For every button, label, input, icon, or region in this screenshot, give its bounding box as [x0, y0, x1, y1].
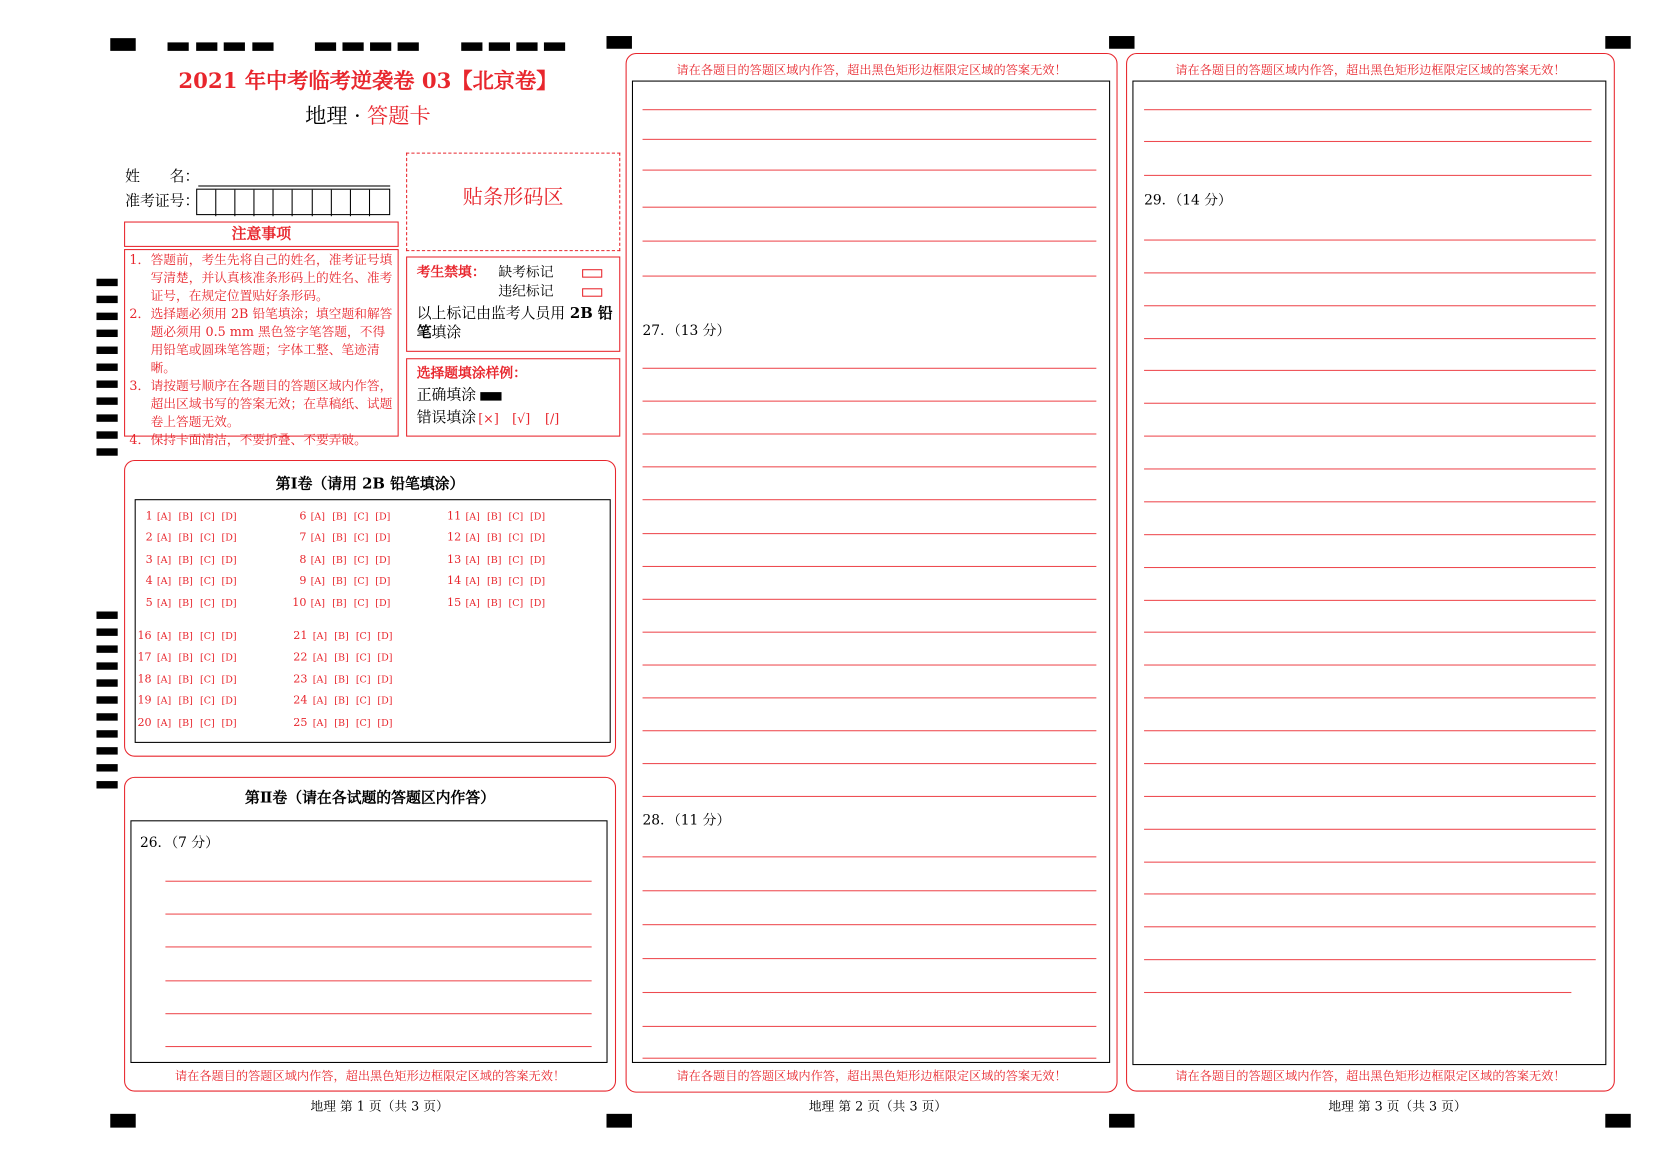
- correct-fill-label: 正确填涂: [416, 386, 477, 404]
- choice-option-d[interactable]: [D]: [375, 576, 391, 588]
- answer-area-26[interactable]: [130, 820, 607, 1063]
- question-number: 5: [145, 596, 153, 610]
- answer-line: [643, 890, 1097, 891]
- timing-mark: [544, 42, 565, 50]
- choice-option-d[interactable]: [D]: [377, 631, 393, 643]
- question-number: 6: [299, 509, 307, 523]
- notice-item: [129, 377, 397, 431]
- question-number: 13: [447, 553, 462, 566]
- answer-line: [643, 499, 1097, 500]
- choice-option-a[interactable]: [A]: [465, 555, 480, 566]
- choice-option-d[interactable]: [D]: [221, 631, 237, 643]
- question-number: 10: [292, 596, 307, 610]
- part2-title: 第Ⅱ卷（请在各试题的答题区内作答）: [245, 789, 496, 807]
- timing-mark: [96, 764, 117, 771]
- choice-option-b[interactable]: [B]: [178, 631, 193, 643]
- proctor-note-bold: 2B 铅笔: [416, 305, 613, 342]
- choice-option-c[interactable]: [C]: [508, 533, 524, 544]
- id-digit-box[interactable]: [216, 190, 235, 216]
- question-number: 19: [137, 694, 152, 707]
- choice-option-c[interactable]: [C]: [199, 718, 215, 730]
- choice-option-b[interactable]: [B]: [486, 576, 502, 588]
- timing-mark: [96, 296, 117, 303]
- proctor-box: [406, 256, 620, 351]
- notice-item-text: 保持卡面清洁，不要折叠、不要弄破。: [150, 432, 367, 448]
- notice-box: [124, 249, 399, 448]
- timing-mark: [516, 42, 537, 50]
- page1-footer: 地理 第 1 页（共 3 页）: [310, 1099, 449, 1114]
- choice-option-c[interactable]: [C]: [199, 675, 215, 686]
- choice-option-c[interactable]: [C]: [508, 576, 524, 588]
- timing-mark: [96, 431, 117, 438]
- id-digit-box[interactable]: [351, 190, 370, 216]
- choice-option-a[interactable]: [A]: [465, 533, 480, 544]
- timing-mark: [96, 696, 117, 703]
- choice-option-d[interactable]: [D]: [221, 598, 237, 610]
- choice-option-a[interactable]: [A]: [312, 718, 328, 730]
- answer-line: [1144, 697, 1596, 698]
- timing-mark: [96, 330, 117, 337]
- timing-mark: [370, 42, 391, 50]
- choice-option-a[interactable]: [A]: [312, 631, 328, 643]
- choice-option-d[interactable]: [D]: [377, 652, 393, 664]
- choice-option-d[interactable]: [D]: [375, 598, 391, 610]
- timing-mark: [1605, 36, 1630, 49]
- choice-option-d[interactable]: [D]: [221, 696, 237, 707]
- timing-mark: [96, 645, 117, 652]
- question-number: 3: [145, 553, 153, 566]
- choice-option-c[interactable]: [C]: [355, 675, 371, 686]
- question-number: 20: [137, 716, 152, 730]
- sheet-title: 2021 年中考临考逆袭卷 03【北京卷】: [178, 67, 558, 94]
- choice-option-d[interactable]: [D]: [377, 718, 393, 730]
- barcode-area-label: 贴条形码区: [462, 185, 564, 209]
- answer-line: [1144, 338, 1596, 339]
- choice-option-c[interactable]: [C]: [199, 511, 215, 523]
- answer-line: [643, 796, 1097, 797]
- answer-line: [1144, 893, 1596, 894]
- answer-line: [165, 1046, 591, 1047]
- choice-option-a[interactable]: [A]: [156, 598, 172, 610]
- correct-fill-mark: [480, 392, 501, 400]
- timing-mark: [96, 313, 117, 320]
- timing-mark: [96, 397, 117, 404]
- answer-line: [1144, 175, 1591, 176]
- notice-item: [129, 251, 397, 305]
- wrong-fill-check: [√]: [512, 411, 531, 427]
- choice-option-b[interactable]: [B]: [334, 675, 349, 686]
- fill-sample-title: 选择题填涂样例：: [416, 365, 527, 382]
- answer-line: [1144, 240, 1596, 241]
- choice-option-c[interactable]: [C]: [199, 533, 215, 544]
- choice-option-b[interactable]: [B]: [332, 533, 347, 544]
- wrong-fill-slash: [/]: [544, 411, 560, 427]
- timing-mark: [1109, 36, 1134, 49]
- notice-item-number: 4．: [129, 432, 151, 448]
- answer-line: [1144, 796, 1596, 797]
- answer-line: [643, 109, 1097, 110]
- choice-option-b[interactable]: [B]: [178, 576, 193, 588]
- question-number: 16: [137, 629, 152, 643]
- notice-item-number: 3．: [129, 378, 151, 394]
- barcode-area: [406, 153, 620, 252]
- answer-line: [643, 1058, 1097, 1059]
- notice-item-text: 答题前，考生先将自己的姓名，准考证号填写清楚，并认真核准条形码上的姓名、准考证号，在规定位置贴好条形码。: [150, 252, 393, 304]
- question-number: 25: [293, 716, 308, 730]
- fill-sample-box: [406, 358, 620, 436]
- choice-option-c[interactable]: [C]: [199, 652, 215, 664]
- choice-option-d[interactable]: [D]: [377, 675, 393, 686]
- answer-line: [1144, 501, 1596, 502]
- question-number: 11: [447, 509, 462, 523]
- id-digit-box[interactable]: [332, 190, 351, 216]
- answer-line: [1144, 305, 1596, 306]
- choice-option-b[interactable]: [B]: [178, 511, 193, 523]
- sheet-subtitle: [124, 103, 612, 128]
- answer-line: [643, 466, 1097, 467]
- choice-option-d[interactable]: [D]: [375, 533, 391, 544]
- name-label: 姓 名：: [125, 168, 200, 186]
- choice-option-c[interactable]: [C]: [355, 631, 371, 643]
- wrong-fill-label: 错误填涂: [416, 409, 477, 427]
- answer-line: [165, 980, 591, 981]
- answer-line: [643, 730, 1097, 731]
- page3-top-warning: 请在各题目的答题区域内作答，超出黑色矩形边框限定区域的答案无效！: [1175, 62, 1566, 78]
- choice-option-d[interactable]: [D]: [530, 576, 546, 588]
- timing-mark: [1605, 1114, 1630, 1128]
- choice-option-a[interactable]: [A]: [465, 598, 480, 610]
- answer-line: [643, 958, 1097, 959]
- answer-line: [1144, 763, 1596, 764]
- choice-option-d[interactable]: [D]: [377, 696, 393, 707]
- choice-option-a[interactable]: [A]: [156, 718, 172, 730]
- answer-line: [1144, 141, 1591, 142]
- timing-mark: [96, 448, 117, 455]
- page3-footer: 地理 第 3 页（共 3 页）: [1328, 1099, 1467, 1114]
- notice-item: [129, 305, 397, 377]
- choice-option-a[interactable]: [A]: [310, 533, 326, 544]
- question-number: 17: [137, 650, 152, 664]
- answer-line: [1144, 632, 1596, 633]
- choice-option-a[interactable]: [A]: [156, 533, 172, 544]
- choice-option-a[interactable]: [A]: [465, 576, 480, 588]
- page2-footer: 地理 第 2 页（共 3 页）: [808, 1099, 948, 1114]
- question-number: 22: [293, 650, 308, 664]
- answer-line: [643, 632, 1097, 633]
- answer-line: [1144, 468, 1596, 469]
- timing-mark: [110, 1114, 135, 1128]
- answer-line: [643, 207, 1097, 208]
- timing-mark: [1109, 1114, 1134, 1128]
- answer-line: [643, 992, 1097, 993]
- timing-mark: [196, 42, 217, 50]
- answer-line: [1144, 926, 1596, 927]
- question-number: 9: [299, 574, 307, 588]
- title-separator: ·: [353, 102, 361, 129]
- page1-bottom-warning: 请在各题目的答题区域内作答，超出黑色矩形边框限定区域的答案无效！: [174, 1068, 566, 1084]
- choice-option-b[interactable]: [B]: [334, 652, 349, 664]
- answer-line: [1144, 829, 1596, 830]
- answer-line: [643, 276, 1097, 277]
- timing-mark: [96, 612, 117, 619]
- notice-item-text: 请按题号顺序在各题目的答题区域内作答，超出区域书写的答案无效；在草稿纸、试题卷上答题无效。: [150, 378, 393, 430]
- answer-line: [1144, 600, 1596, 601]
- subject-name: 地理: [305, 102, 348, 129]
- timing-mark: [96, 713, 117, 720]
- answer-line: [1144, 534, 1596, 535]
- choice-option-c[interactable]: [C]: [508, 555, 524, 566]
- absent-mark-box[interactable]: [582, 269, 602, 277]
- proctor-note-suffix: 填涂: [431, 324, 462, 342]
- timing-mark: [96, 781, 117, 788]
- question-number: 4: [145, 574, 153, 588]
- choice-option-b[interactable]: [B]: [178, 652, 193, 664]
- question-28-label: 28．（11 分）: [642, 812, 731, 829]
- choice-option-c[interactable]: [C]: [355, 652, 371, 664]
- notice-item-text: 选择题必须用 2B 铅笔填涂；填空题和解答题必须用 0.5 mm 黑色签字笔答题，不得用铅笔或圆珠笔答题；字体工整、笔迹清晰。: [150, 306, 393, 376]
- timing-mark: [168, 42, 189, 50]
- choice-option-c[interactable]: [C]: [199, 696, 215, 707]
- answer-line: [165, 881, 591, 882]
- timing-mark: [96, 347, 117, 354]
- choice-option-d[interactable]: [D]: [375, 555, 391, 566]
- answer-line: [1144, 109, 1591, 110]
- id-digit-box[interactable]: [312, 190, 331, 216]
- answer-line: [1144, 664, 1596, 665]
- choice-option-d[interactable]: [D]: [221, 533, 237, 544]
- choice-option-c[interactable]: [C]: [199, 598, 215, 610]
- question-number: 21: [293, 629, 308, 643]
- choice-option-c[interactable]: [C]: [199, 576, 215, 588]
- answer-line: [643, 599, 1097, 600]
- page2-bottom-warning: 请在各题目的答题区域内作答，超出黑色矩形边框限定区域的答案无效！: [676, 1068, 1067, 1084]
- question-number: 8: [299, 553, 307, 566]
- choice-option-c[interactable]: [C]: [353, 576, 369, 588]
- choice-option-b[interactable]: [B]: [486, 555, 502, 566]
- answer-line: [643, 170, 1097, 171]
- choice-option-d[interactable]: [D]: [375, 511, 391, 523]
- timing-mark: [96, 628, 117, 635]
- answer-line: [643, 856, 1097, 857]
- answer-area-page3[interactable]: [1132, 81, 1606, 1066]
- answer-line: [643, 533, 1097, 534]
- notice-item-number: 1．: [129, 252, 151, 268]
- answer-line: [1144, 436, 1596, 437]
- timing-mark: [489, 42, 510, 50]
- timing-mark: [606, 36, 631, 49]
- timing-mark: [398, 42, 419, 50]
- choice-option-a[interactable]: [A]: [156, 576, 172, 588]
- answer-line: [1144, 370, 1596, 371]
- violation-mark-box[interactable]: [582, 288, 602, 296]
- choice-option-d[interactable]: [D]: [530, 511, 546, 523]
- timing-mark: [96, 747, 117, 754]
- answer-line: [643, 664, 1097, 665]
- timing-mark: [96, 679, 117, 686]
- id-number-boxes: [196, 189, 390, 215]
- timing-mark: [96, 380, 117, 387]
- choice-option-a[interactable]: [A]: [310, 576, 326, 588]
- id-digit-box[interactable]: [236, 190, 255, 216]
- id-digit-box[interactable]: [293, 190, 312, 216]
- answer-line: [1144, 730, 1596, 731]
- timing-mark: [342, 42, 363, 50]
- choice-option-d[interactable]: [D]: [221, 718, 237, 730]
- choice-option-c[interactable]: [C]: [353, 511, 369, 523]
- proctor-note: [417, 304, 614, 342]
- choice-option-a[interactable]: [A]: [310, 511, 326, 523]
- choice-option-d[interactable]: [D]: [221, 511, 237, 523]
- absent-mark-label: 缺考标记: [498, 264, 554, 281]
- id-digit-box[interactable]: [274, 190, 293, 216]
- answer-line: [643, 241, 1097, 242]
- answer-line: [643, 763, 1097, 764]
- answer-line: [165, 946, 591, 947]
- timing-mark: [96, 662, 117, 669]
- id-digit-box[interactable]: [370, 190, 389, 216]
- choice-option-c[interactable]: [C]: [353, 598, 369, 610]
- id-label: 准考证号：: [125, 192, 200, 210]
- wrong-fill-cross: [×]: [478, 411, 499, 427]
- choice-option-b[interactable]: [B]: [178, 718, 193, 730]
- choice-option-b[interactable]: [B]: [332, 555, 347, 566]
- timing-mark: [252, 42, 273, 50]
- part1-title: 第Ⅰ卷（请用 2B 铅笔填涂）: [275, 475, 465, 493]
- choice-option-d[interactable]: [D]: [221, 652, 237, 664]
- answer-line: [1144, 959, 1596, 960]
- answer-line: [1144, 567, 1596, 568]
- choice-option-a[interactable]: [A]: [312, 696, 328, 707]
- choice-option-b[interactable]: [B]: [178, 598, 193, 610]
- answer-line: [643, 566, 1097, 567]
- choice-option-b[interactable]: [B]: [332, 576, 347, 588]
- answer-line: [643, 401, 1097, 402]
- id-digit-box[interactable]: [197, 190, 216, 216]
- timing-mark: [96, 279, 117, 286]
- proctor-note-prefix: 以上标记由监考人员用: [416, 305, 570, 323]
- choice-option-a[interactable]: [A]: [156, 555, 172, 566]
- proctor-title: 考生禁填：: [416, 264, 486, 281]
- choice-option-d[interactable]: [D]: [530, 598, 546, 610]
- timing-mark: [224, 42, 245, 50]
- choice-option-c[interactable]: [C]: [355, 718, 371, 730]
- choice-option-a[interactable]: [A]: [156, 696, 172, 707]
- answer-line: [643, 697, 1097, 698]
- question-number: 14: [447, 574, 462, 588]
- question-number: 12: [447, 530, 462, 544]
- answer-line: [643, 1026, 1097, 1027]
- timing-mark: [110, 38, 135, 51]
- question-26-label: 26．（7 分）: [139, 835, 219, 852]
- page2-top-warning: 请在各题目的答题区域内作答，超出黑色矩形边框限定区域的答案无效！: [676, 62, 1067, 78]
- choice-option-a[interactable]: [A]: [465, 511, 480, 523]
- choice-option-c[interactable]: [C]: [508, 598, 524, 610]
- notice-title: 注意事项: [124, 221, 399, 246]
- timing-mark: [96, 730, 117, 737]
- answer-line: [1144, 403, 1596, 404]
- choice-option-a[interactable]: [A]: [156, 631, 172, 643]
- choice-option-b[interactable]: [B]: [332, 511, 347, 523]
- choice-option-a[interactable]: [A]: [310, 555, 326, 566]
- choice-option-b[interactable]: [B]: [486, 598, 502, 610]
- choice-option-d[interactable]: [D]: [221, 555, 237, 566]
- answer-line: [643, 924, 1097, 925]
- answer-line: [165, 914, 591, 915]
- answer-line: [643, 139, 1097, 140]
- choice-option-c[interactable]: [C]: [353, 555, 369, 566]
- name-field[interactable]: [198, 170, 390, 187]
- choice-option-a[interactable]: [A]: [312, 675, 328, 686]
- question-number: 7: [299, 530, 307, 544]
- timing-mark: [461, 42, 482, 50]
- question-number: 24: [293, 694, 308, 707]
- choice-option-b[interactable]: [B]: [486, 511, 502, 523]
- choice-option-b[interactable]: [B]: [334, 696, 349, 707]
- page3-bottom-warning: 请在各题目的答题区域内作答，超出黑色矩形边框限定区域的答案无效！: [1175, 1068, 1566, 1084]
- choice-option-c[interactable]: [C]: [353, 533, 369, 544]
- choice-option-b[interactable]: [B]: [178, 533, 193, 544]
- choice-option-b[interactable]: [B]: [334, 631, 349, 643]
- choice-option-a[interactable]: [A]: [310, 598, 326, 610]
- answer-line: [1144, 862, 1596, 863]
- question-number: 2: [145, 530, 153, 544]
- question-29-label: 29．（14 分）: [1144, 192, 1232, 209]
- card-label: 答题卡: [367, 102, 431, 129]
- question-number: 18: [137, 672, 152, 686]
- timing-mark: [96, 364, 117, 371]
- question-number: 23: [293, 672, 308, 686]
- choice-option-b[interactable]: [B]: [332, 598, 347, 610]
- choice-option-b[interactable]: [B]: [486, 533, 502, 544]
- choice-option-c[interactable]: [C]: [355, 696, 371, 707]
- choice-option-c[interactable]: [C]: [508, 511, 524, 523]
- choice-option-a[interactable]: [A]: [312, 652, 328, 664]
- answer-line: [1144, 272, 1596, 273]
- choice-option-a[interactable]: [A]: [156, 652, 172, 664]
- answer-line: [643, 433, 1097, 434]
- violation-mark-label: 违纪标记: [498, 284, 554, 300]
- choice-option-d[interactable]: [D]: [530, 533, 546, 544]
- question-27-label: 27．（13 分）: [642, 323, 731, 340]
- answer-line: [643, 368, 1097, 369]
- choice-option-c[interactable]: [C]: [199, 631, 215, 643]
- choice-option-b[interactable]: [B]: [178, 696, 193, 707]
- notice-item-number: 2．: [129, 306, 151, 322]
- timing-mark: [606, 1114, 631, 1128]
- choice-option-b[interactable]: [B]: [334, 718, 349, 730]
- choice-option-d[interactable]: [D]: [221, 675, 237, 686]
- choice-option-c[interactable]: [C]: [199, 555, 215, 566]
- question-number: 1: [145, 509, 153, 523]
- timing-mark: [96, 414, 117, 421]
- choice-option-d[interactable]: [D]: [221, 576, 237, 588]
- notice-item: [129, 431, 397, 449]
- choice-option-b[interactable]: [B]: [178, 555, 193, 566]
- id-digit-box[interactable]: [255, 190, 274, 216]
- choice-option-b[interactable]: [B]: [178, 675, 193, 686]
- timing-mark: [315, 42, 336, 50]
- choice-option-d[interactable]: [D]: [530, 555, 546, 566]
- question-number: 15: [447, 596, 462, 610]
- choice-option-a[interactable]: [A]: [156, 511, 172, 523]
- answer-area-page2[interactable]: [632, 81, 1110, 1063]
- answer-line: [165, 1013, 591, 1014]
- choice-option-a[interactable]: [A]: [156, 675, 172, 686]
- answer-line: [1144, 992, 1571, 993]
